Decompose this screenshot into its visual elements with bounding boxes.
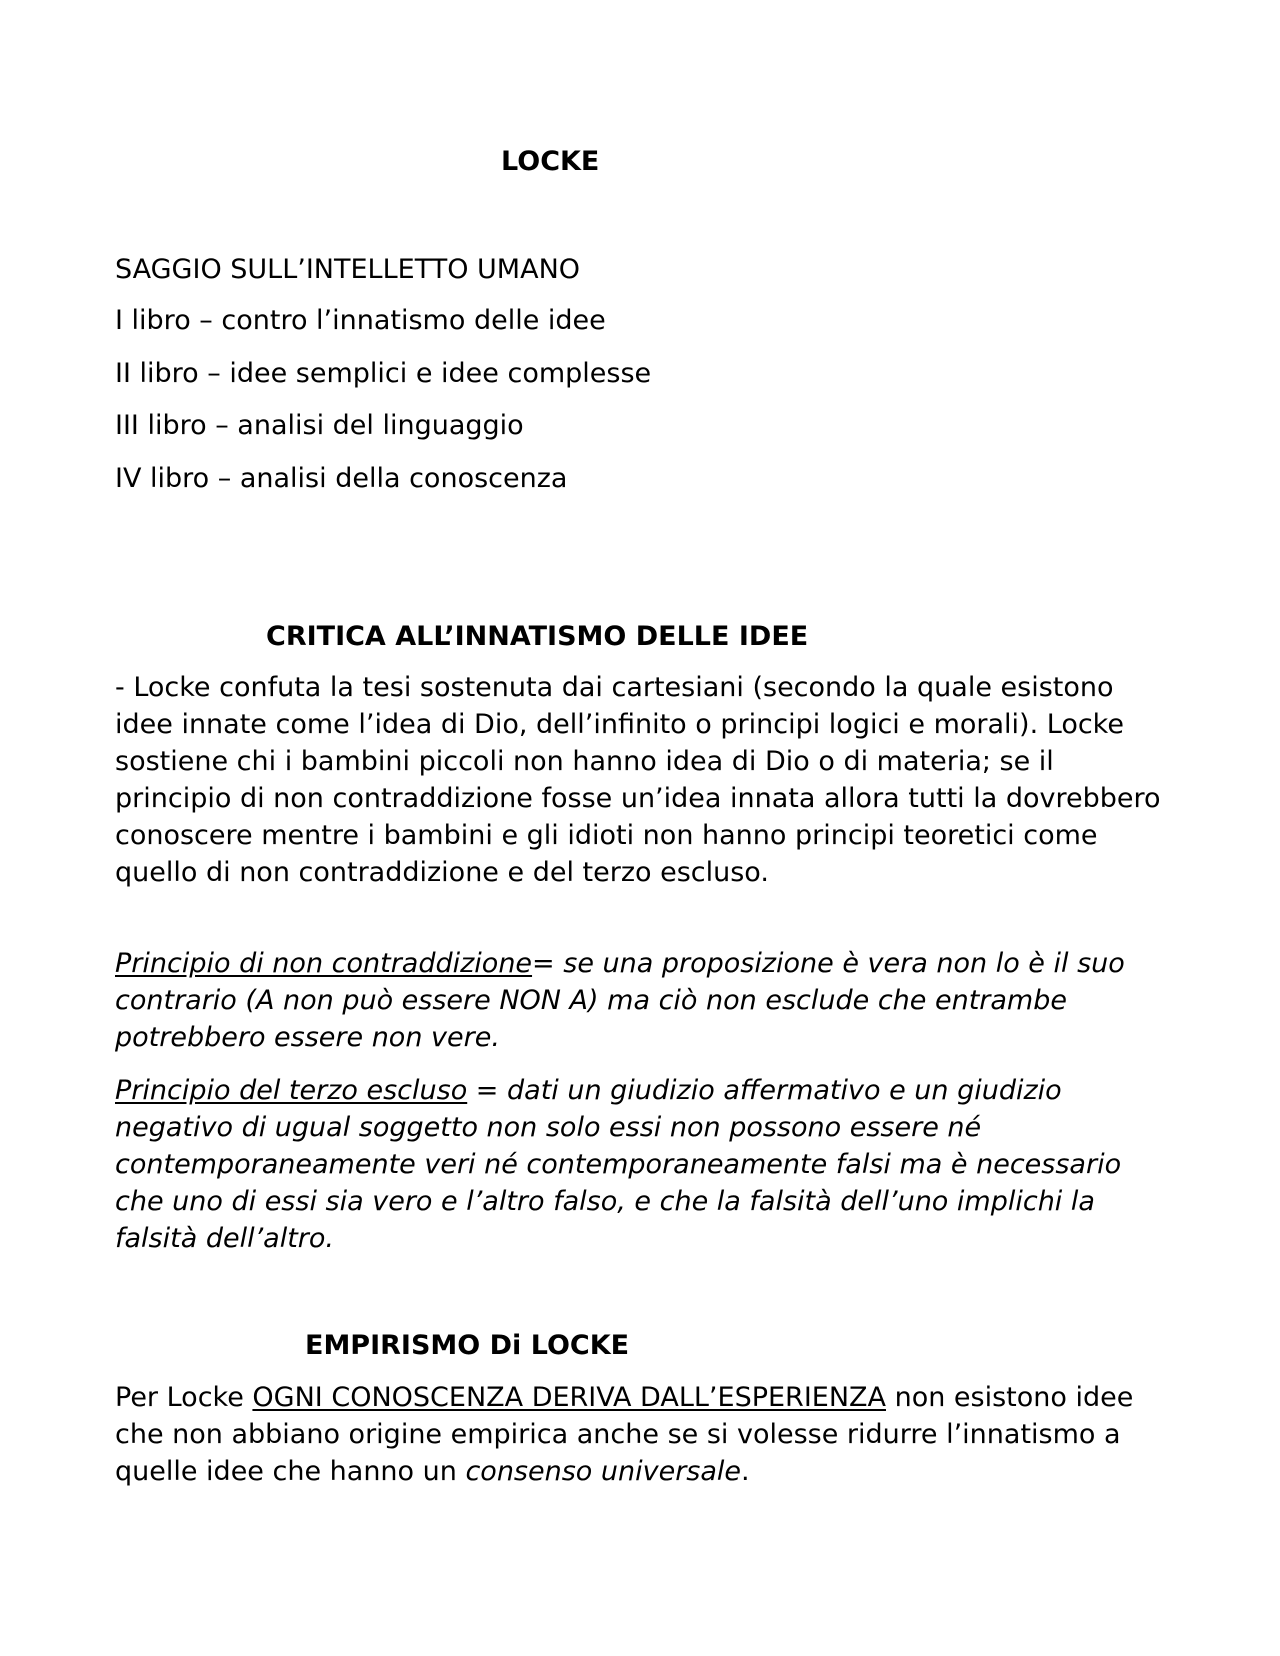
document-title: LOCKE [501, 146, 600, 177]
definition-term: Principio del terzo escluso [115, 1075, 468, 1106]
definition-text: = se una proposizione è vera non lo è il suo contrario (A non può essere NON A) ma ciò non esclude che entrambe potrebbero essere non vere. [115, 948, 1125, 1053]
empirismo-paragraph [115, 1379, 1175, 1490]
empirismo-text-middle: non esistono idee che non abbiano origine empirica anche se si volesse ridurre l’innatismo a quelle idee che hanno un [115, 1382, 1134, 1487]
empirismo-heading: EMPIRISMO Di LOCKE [305, 1330, 630, 1361]
work-title: SAGGIO SULL’INTELLETTO UMANO [115, 254, 581, 285]
empirismo-text-after: . [741, 1456, 750, 1487]
book-item-3: III libro – analisi del linguaggio [115, 410, 524, 441]
definition-terzo-escluso [115, 1072, 1175, 1257]
definition-term: Principio di non contraddizione [115, 948, 533, 979]
definition-non-contraddizione [115, 945, 1175, 1056]
empirismo-text-before: Per Locke [115, 1382, 253, 1413]
book-item-1: I libro – contro l’innatismo delle idee [115, 305, 606, 336]
book-item-2: II libro – idee semplici e idee complesse [115, 358, 652, 389]
empirismo-key-statement: OGNI CONOSCENZA DERIVA DALL’ESPERIENZA [252, 1382, 886, 1413]
critica-paragraph: - Locke confuta la tesi sostenuta dai cartesiani (secondo la quale esistono idee innate come l’idea di Dio, dell’infinito o principi logici e morali). Locke sostiene chi i bambini piccoli non hanno idea di Dio o di materia; se il principio di non contraddizione fosse un’idea innata allora tutti la dovrebbero conoscere mentre i bambini e gli idioti non hanno principi teoretici come quello di non contraddizione e del terzo escluso. [115, 672, 1161, 888]
definition-text: = dati un giudizio affermativo e un giudizio negativo di ugual soggetto non solo essi non possono essere né contemporaneamente veri né contemporaneamente falsi ma è necessario che uno di essi sia vero e l’altro falso, e che la falsità dell’uno implichi la falsità dell’altro. [115, 1075, 1122, 1254]
book-item-4: IV libro – analisi della conoscenza [115, 463, 568, 494]
empirismo-italic-term: consenso universale [465, 1456, 742, 1487]
critica-heading: CRITICA ALL’INNATISMO DELLE IDEE [266, 621, 809, 652]
